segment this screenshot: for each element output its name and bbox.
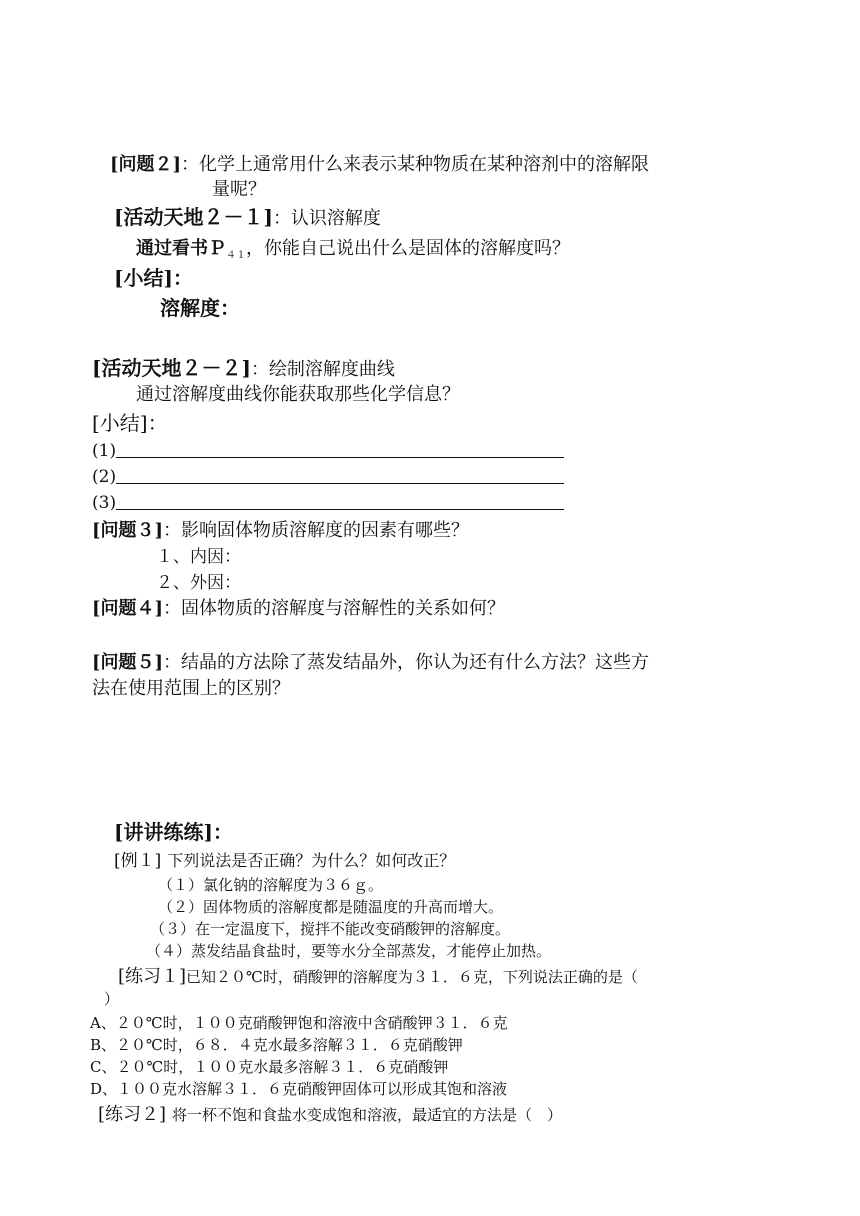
question-3 — [92, 522, 469, 540]
practice-1-label: [练习１] — [118, 966, 187, 987]
practice-2-text: 将一杯不饱和食盐水变成饱和溶液，最适宜的方法是（ ） — [172, 1106, 563, 1124]
question-2-line2: 量呢？ — [212, 179, 266, 200]
example-1-text: 下列说法是否正确？为什么？如何改正？ — [167, 851, 456, 870]
read-book-line — [136, 240, 570, 261]
summary-item-number: (1) — [92, 441, 117, 461]
activity-2-2 — [92, 358, 395, 379]
summary-item-number: (3) — [92, 493, 117, 513]
answer-blank-2[interactable] — [116, 469, 564, 484]
activity-2-2-text: ：绘制溶解度曲线 — [250, 359, 395, 380]
example-1 — [114, 853, 455, 870]
example-1-item-2: （２）固体物质的溶解度都是随温度的升高而增大。 — [158, 898, 504, 916]
question-5-text: ：结晶的方法除了蒸发结晶外，你认为还有什么方法？这些方 — [163, 652, 650, 673]
activity-2-1-label: [活动天地２－１] — [114, 205, 273, 229]
summary-item-3 — [92, 495, 564, 512]
example-1-item-4: （４）蒸发结晶食盐时，要等水分全部蒸发，才能停止加热。 — [146, 942, 552, 960]
activity-2-1 — [114, 207, 381, 228]
practice-2-label: [练习２] — [98, 1104, 167, 1125]
read-book-bold: 通过看书Ｐ — [136, 238, 226, 259]
summary-2-label: [小结]： — [92, 411, 168, 435]
question-4-text: ：固体物质的溶解度与溶解性的关系如何？ — [163, 598, 506, 619]
curve-question: 通过溶解度曲线你能获取那些化学信息？ — [136, 384, 460, 405]
example-1-item-3: （３）在一定温度下，搅拌不能改变硝酸钾的溶解度。 — [150, 920, 511, 938]
solubility-label: 溶解度： — [160, 296, 240, 320]
example-1-label: [例１] — [114, 851, 162, 871]
summary-item-1 — [92, 443, 564, 460]
answer-blank-3[interactable] — [116, 495, 564, 510]
practice-2 — [98, 1106, 562, 1124]
question-3-text: ：影响固体物质溶解度的因素有哪些？ — [163, 520, 470, 541]
practice-1-option-d: D、１００克水溶解３１．６克硝酸钾固体可以形成其饱和溶液 — [90, 1080, 508, 1098]
practice-1-option-a: A、２０℃时，１００克硝酸钾饱和溶液中含硝酸钾３１．６克 — [90, 1014, 508, 1032]
activity-2-2-label: [活动天地２－２] — [92, 356, 251, 380]
question-3-outer-cause: ２、外因： — [156, 573, 241, 593]
question-5-line1 — [92, 654, 649, 672]
question-4 — [92, 600, 505, 618]
question-3-label: [问题３] — [92, 520, 164, 541]
practice-1-option-b: B、２０℃时，６８．４克水最多溶解３１．６克硝酸钾 — [90, 1036, 463, 1054]
practice-1-answer-close: ） — [104, 990, 120, 1008]
activity-2-1-text: ：认识溶解度 — [272, 208, 381, 229]
practice-1-text: 已知２０℃时，硝酸钾的溶解度为３１．６克，下列说法正确的是（ — [186, 968, 638, 986]
read-book-text: ，你能自己说出什么是固体的溶解度吗？ — [246, 238, 570, 259]
read-book-page: ４１ — [226, 250, 246, 261]
summary-1-label: [小结]： — [114, 266, 193, 290]
example-1-item-1: （１）氯化钠的溶解度为３６ｇ。 — [158, 876, 384, 894]
question-3-inner-cause: １、内因： — [156, 547, 241, 567]
question-4-label: [问题４] — [92, 598, 164, 619]
question-2-line1 — [110, 156, 649, 174]
summary-item-number: (2) — [92, 467, 117, 487]
question-2-label: [问题２] — [110, 154, 182, 175]
answer-blank-1[interactable] — [116, 443, 564, 458]
question-2-text: ：化学上通常用什么来表示某种物质在某种溶剂中的溶解限 — [181, 154, 650, 175]
question-5-label: [问题５] — [92, 652, 164, 673]
summary-item-2 — [92, 469, 564, 486]
practice-heading: [讲讲练练]： — [114, 820, 233, 844]
question-5-line2: 法在使用范围上的区别？ — [92, 678, 290, 699]
practice-1 — [118, 968, 638, 986]
practice-1-option-c: C、２０℃时，１００克水最多溶解３１．６克硝酸钾 — [90, 1058, 449, 1076]
